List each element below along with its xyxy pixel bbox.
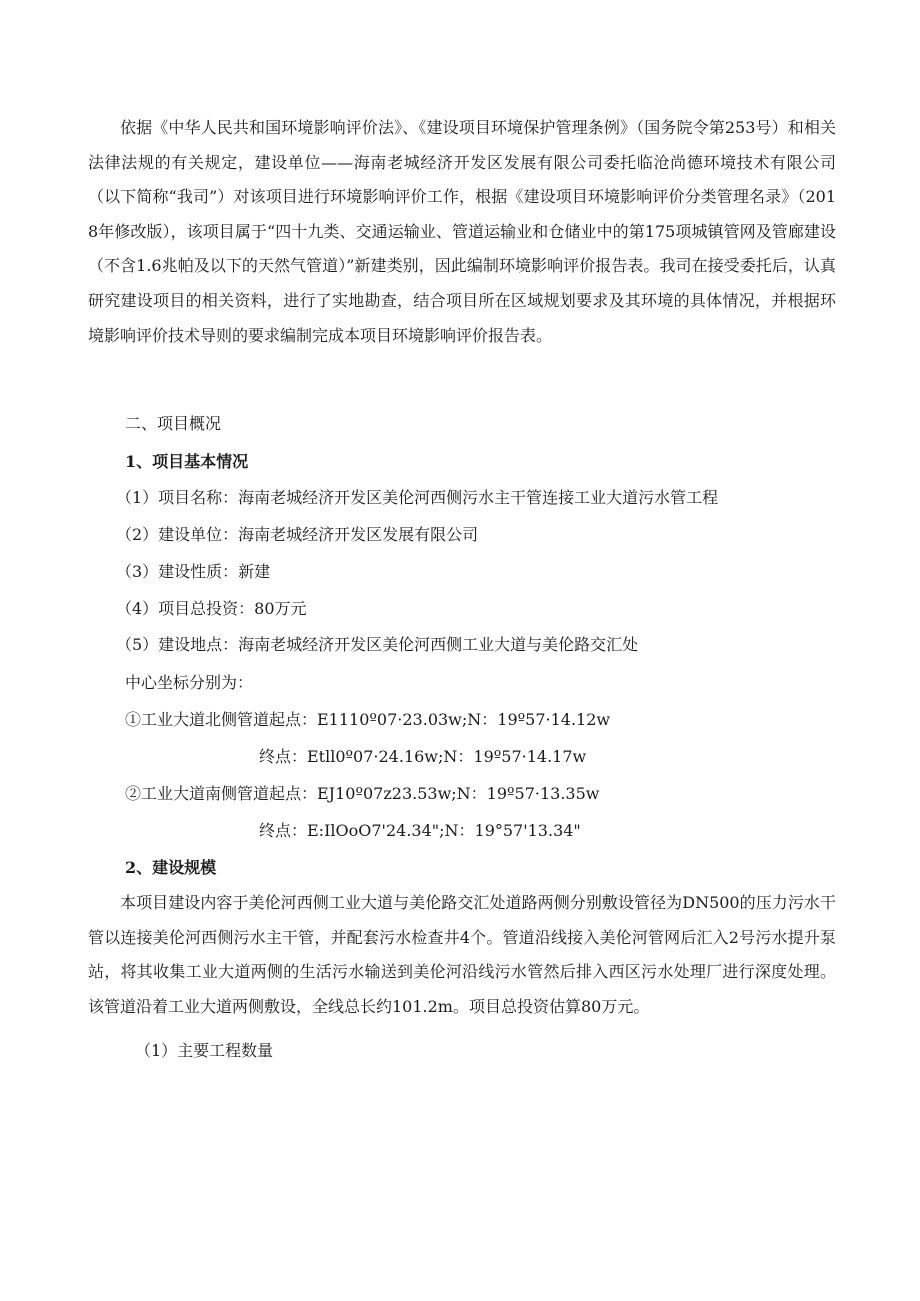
coordinate-south-end: 终点：E:IlOoO7'24.34";N：19°57'13.34" [259,821,581,840]
intro-paragraph: 依据《中华人民共和国环境影响评价法》、《建设项目环境保护管理条例》（国务院令第253号）和相关法律法规的有关规定，建设单位——海南老城经济开发区发展有限公司委托临沧尚德环境技术有限公司（以下简称“我司”）对该项目进行环境影响评价工作，根据《建设项目环境影响评价分类管理名录》（2018年修改版），该项目属于“四十九类、交通运输业、管道运输业和仓储业中的第175项城镇管网及管廊建设（不含1.6兆帕及以下的天然气管道）”新建类别，因此编制环境影响评价报告表。我司在接受委托后，认真研究建设项目的相关资料，进行了实地勘查，结合项目所在区域规划要求及其环境的具体情况，并根据环境影响评价技术导则的要求编制完成本项目环境影响评价报告表。 [88,118,836,345]
coordinates-intro: 中心坐标分别为： [125,673,254,692]
coordinate-north-start: ①工业大道北侧管道起点：E1110º07·23.03w;N：19º57·14.12w [125,710,611,729]
construction-unit: （2）建设单位：海南老城经济开发区发展有限公司 [116,525,479,544]
construction-nature: （3）建设性质：新建 [116,562,271,581]
scale-paragraph: 本项目建设内容于美伦河西侧工业大道与美伦路交汇处道路两侧分别敷设管径为DN500的压力污水干管以连接美伦河西侧污水主干管，并配套污水检查井4个。管道沿线接入美伦河管网后汇入2号污水提升泵站，将其收集工业大道两侧的生活污水输送到美伦河沿线污水管然后排入西区污水处理厂进行深度处理。该管道沿着工业大道两侧敷设，全线总长约101.2m。项目总投资估算80万元。 [88,893,836,1016]
coordinate-north-end: 终点：Etll0º07·24.16w;N：19º57·14.17w [259,747,587,766]
total-investment: （4）项目总投资：80万元 [116,599,307,618]
project-name: （1）项目名称：海南老城经济开发区美伦河西侧污水主干管连接工业大道污水管工程 [116,488,719,507]
section-heading-project-overview: 二、项目概况 [125,414,222,433]
quantities-heading: （1）主要工程数量 [135,1041,274,1060]
subsection-heading-construction-scale: 2、建设规模 [125,858,217,877]
coordinate-south-start: ②工业大道南侧管道起点：EJ10º07z23.53w;N：19º57·13.35w [125,784,600,803]
construction-location: （5）建设地点：海南老城经济开发区美伦河西侧工业大道与美伦路交汇处 [116,635,639,654]
subsection-heading-basic-info: 1、项目基本情况 [125,452,249,471]
